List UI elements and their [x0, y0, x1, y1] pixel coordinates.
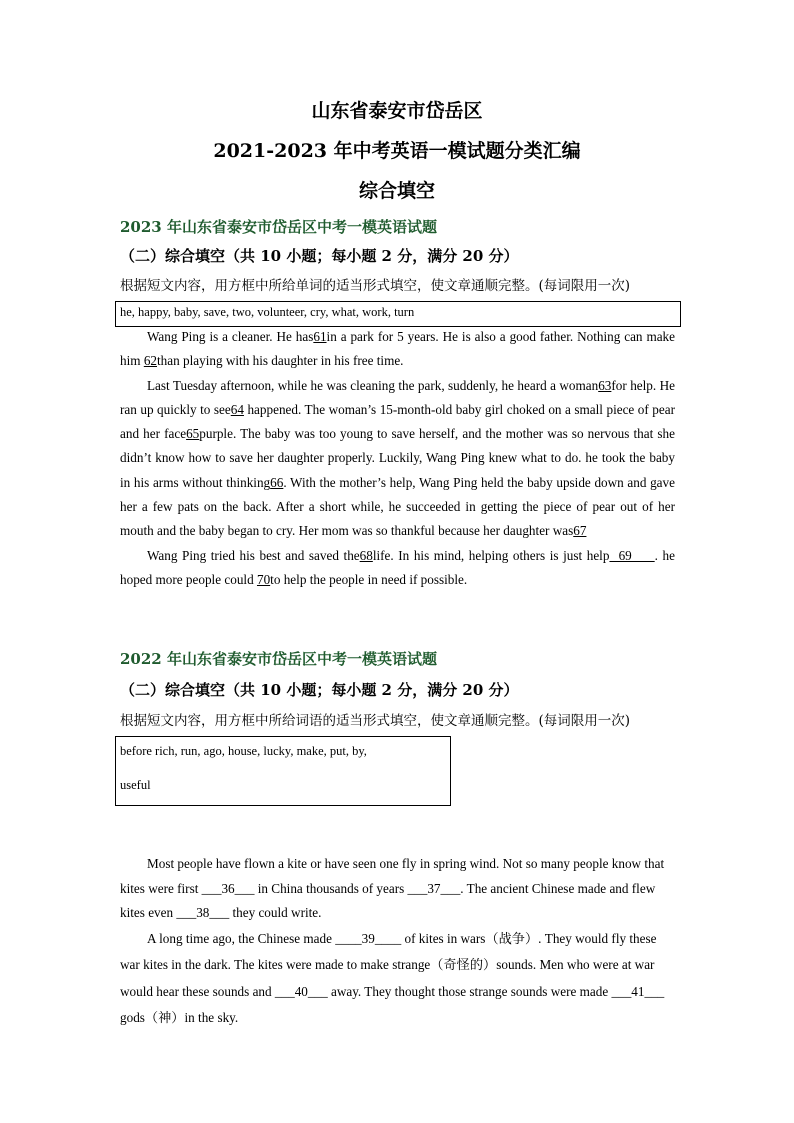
text-run: purple. The baby was too young to save herself, and the mother was so nervous that she didn’t know how to save her daughter properly. Luckily, Wang Ping knew what to do. he took the baby in his arms without thinking [120, 426, 675, 490]
blank-65: 65 [186, 426, 200, 442]
section2-instruction: 根据短文内容，用方框中所给词语的适当形式填空，使文章通顺完整。(每词限用一次) [120, 713, 631, 729]
text-run: gods（神）in the sky. [120, 1010, 239, 1026]
text-run: A long time ago, the Chinese made [147, 930, 336, 946]
text-run: Most people have flown a kite or have seen one fly in spring wind. Not so many people know that kites were first [120, 856, 665, 896]
text-run: Last Tuesday afternoon, while he was cleaning the park, suddenly, he heard a woman [147, 377, 599, 393]
blank-38: ___38___ [176, 905, 230, 921]
section1-heading: 2023 年山东省泰安市岱岳区中考一模英语试题 [120, 218, 437, 236]
text-run: . The ancient Chinese made and flew kites even [120, 880, 656, 921]
blank-62: 62 [143, 353, 157, 369]
text-run: for help. He ran up quickly to see [120, 377, 675, 417]
text-run: in China thousands of years [254, 880, 408, 896]
text-run: Wang Ping tried his best and saved the [147, 547, 360, 563]
blank-36: ___36___ [201, 880, 255, 896]
section2-paragraph-1 [120, 852, 675, 926]
section2-word-list-line2: useful [120, 778, 151, 792]
blank-37: ___37___ [407, 880, 461, 896]
section2-word-list-line1: before rich, run, ago, house, lucky, make, put, by, [120, 744, 367, 758]
text-run: Wang Ping is a cleaner. He has [147, 329, 314, 344]
blank-39: ____39____ [335, 930, 402, 946]
blank-69: 69 [609, 547, 655, 563]
text-run: in a park for 5 years. He is also a good father. Nothing can make him [120, 329, 675, 369]
blank-67: 67 [573, 523, 587, 539]
doc-title-line3: 综合填空 [358, 180, 435, 202]
blank-68: 68 [359, 547, 373, 563]
section2-word-box [115, 736, 451, 806]
section1-word-list: he, happy, baby, save, two, volunteer, cry, what, work, turn [120, 305, 415, 319]
doc-title-line2: 2021-2023 年中考英语一模试题分类汇编 [213, 140, 581, 162]
blank-40: ___40___ [274, 983, 328, 999]
section1-paragraph-3 [120, 544, 675, 593]
section1-passage [120, 325, 675, 592]
text-run: life. In his mind, helping others is just help [372, 547, 610, 563]
section1-paragraph-2 [120, 374, 675, 544]
text-run: . With the mother’s help, Wang Ping held the baby upside down and gave her a few pats on the back. After a short while, he succeeded in getting the piece of pear out of her mouth and the baby began to cry. Her mom was so thankful because her daughter was [120, 474, 675, 539]
blank-63: 63 [598, 377, 612, 393]
blank-66: 66 [270, 474, 284, 490]
text-run: of kites in wars（战争）. They would fly these war kites in the dark. The kites were made to make strange（奇怪的）sounds. Men who were at war would hear these sounds and [120, 930, 657, 999]
section1-subheading: （二）综合填空（共 10 小题；每小题 2 分，满分 20 分） [120, 247, 519, 265]
section1-instruction: 根据短文内容，用方框中所给单词的适当形式填空，使文章通顺完整。(每词限用一次) [120, 278, 631, 294]
section2-heading: 2022 年山东省泰安市岱岳区中考一模英语试题 [120, 650, 437, 668]
blank-41: ___41___ [611, 983, 665, 999]
text-run: . he hoped more people could [120, 547, 675, 587]
section2-passage [120, 852, 675, 1032]
section1-word-box [115, 301, 681, 327]
doc-title-line1: 山东省泰安市岱岳区 [311, 100, 483, 122]
section2-subheading: （二）综合填空（共 10 小题；每小题 2 分，满分 20 分） [120, 681, 519, 699]
section1-paragraph-1 [120, 325, 675, 374]
text-run: happened. The woman’s 15-month-old baby girl choked on a small piece of pear and her face [120, 401, 675, 442]
blank-64: 64 [230, 401, 244, 417]
text-run: away. They thought those strange sounds were made [327, 983, 612, 999]
section2-paragraph-2 [120, 926, 675, 1032]
text-run: than playing with his daughter in his free time. [157, 353, 404, 369]
text-run: they could write. [229, 905, 322, 921]
text-run: to help the people in need if possible. [270, 571, 468, 587]
blank-61: 61 [313, 329, 327, 344]
blank-70: 70 [256, 571, 271, 587]
